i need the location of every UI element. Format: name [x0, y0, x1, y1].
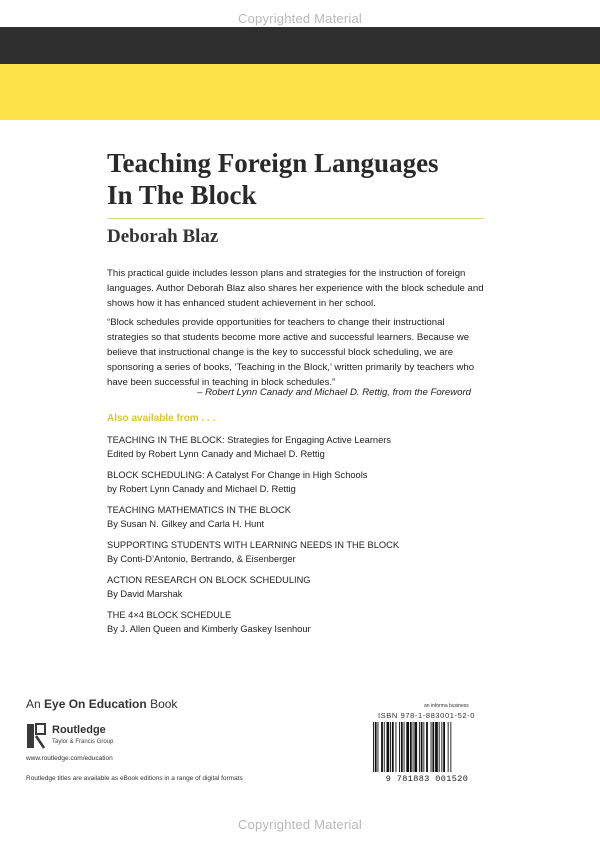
related-book-item: [107, 468, 487, 496]
related-book-byline: Edited by Robert Lynn Canady and Michael D. Rettig: [107, 449, 325, 459]
eye-on-education-line: [26, 697, 177, 711]
foreword-quote-text: “Block schedules provide opportunities for teachers to change their instructional strategies so that students become more active and successful learners. Because we believe that instructional change is the key to successful block scheduling, we are sponsoring a series of books, ‘Teaching in the Block,’ written primarily by teachers who have been successful in teaching in block schedules.”: [107, 317, 475, 388]
related-book-title: ACTION RESEARCH ON BLOCK SCHEDULING: [107, 575, 311, 585]
eye-suffix: Book: [150, 697, 178, 711]
related-book-byline: By Susan N. Gilkey and Carla H. Hunt: [107, 519, 265, 529]
description-paragraph: [107, 266, 484, 311]
related-book-item: [107, 503, 487, 531]
related-book-byline: By J. Allen Queen and Kimberly Gaskey Isenhour: [107, 624, 311, 634]
isbn-label: ISBN 978-1-883001-52-0: [378, 711, 476, 720]
publisher-group: Taylor & Francis Group: [52, 739, 114, 745]
related-book-item: [107, 433, 487, 461]
related-book-byline: by Robert Lynn Canady and Michael D. Rettig: [107, 484, 296, 494]
related-book-item: [107, 573, 487, 601]
related-book-title: BLOCK SCHEDULING: A Catalyst For Change in High Schools: [107, 470, 368, 480]
publisher-url: www.routledge.com/education: [26, 755, 113, 762]
description-text: This practical guide includes lesson plans and strategies for the instruction of foreign languages. Author Deborah Blaz also shares her experience with the block schedule and shows how it has enhanced student achievement in her school.: [107, 268, 484, 309]
book-title-line-2: In The Block: [107, 180, 257, 210]
related-book-title: TEACHING MATHEMATICS IN THE BLOCK: [107, 505, 291, 515]
foreword-quote: [107, 315, 484, 390]
barcode-digits: 9 781883 001520: [385, 774, 469, 784]
eye-on-education-brand: Eye On Education: [44, 697, 147, 711]
yellow-header-band: [0, 64, 600, 120]
book-title: [107, 147, 507, 211]
watermark-top: Copyrighted Material: [238, 11, 362, 26]
quote-attribution: – Robert Lynn Canady and Michael D. Rettig, from the Foreword: [197, 387, 471, 398]
author-name: Deborah Blaz: [107, 226, 219, 247]
related-book-title: TEACHING IN THE BLOCK: Strategies for Engaging Active Learners: [107, 435, 392, 445]
related-book-byline: By Conti-D’Antonio, Bertrando, & Eisenberger: [107, 554, 296, 564]
watermark-bottom: Copyrighted Material: [238, 817, 362, 832]
isbn-barcode-icon: [372, 722, 482, 772]
routledge-logo-icon: [26, 723, 46, 749]
related-book-item: [107, 608, 487, 636]
title-divider: [107, 218, 484, 219]
book-title-line-1: Teaching Foreign Languages: [107, 148, 439, 178]
related-book-item: [107, 538, 487, 566]
related-book-title: THE 4×4 BLOCK SCHEDULE: [107, 610, 232, 620]
related-books-list: [107, 433, 487, 643]
also-available-heading: Also available from . . .: [107, 413, 216, 424]
eye-prefix: An: [26, 697, 41, 711]
related-book-byline: By David Marshak: [107, 589, 183, 599]
publisher-name: Routledge: [52, 724, 106, 736]
ebook-note: Routledge titles are available as eBook editions in a range of digital formats: [26, 775, 243, 782]
dark-header-band: [0, 27, 600, 64]
informa-business-label: an informa business: [424, 703, 469, 709]
related-book-title: SUPPORTING STUDENTS WITH LEARNING NEEDS IN THE BLOCK: [107, 540, 400, 550]
